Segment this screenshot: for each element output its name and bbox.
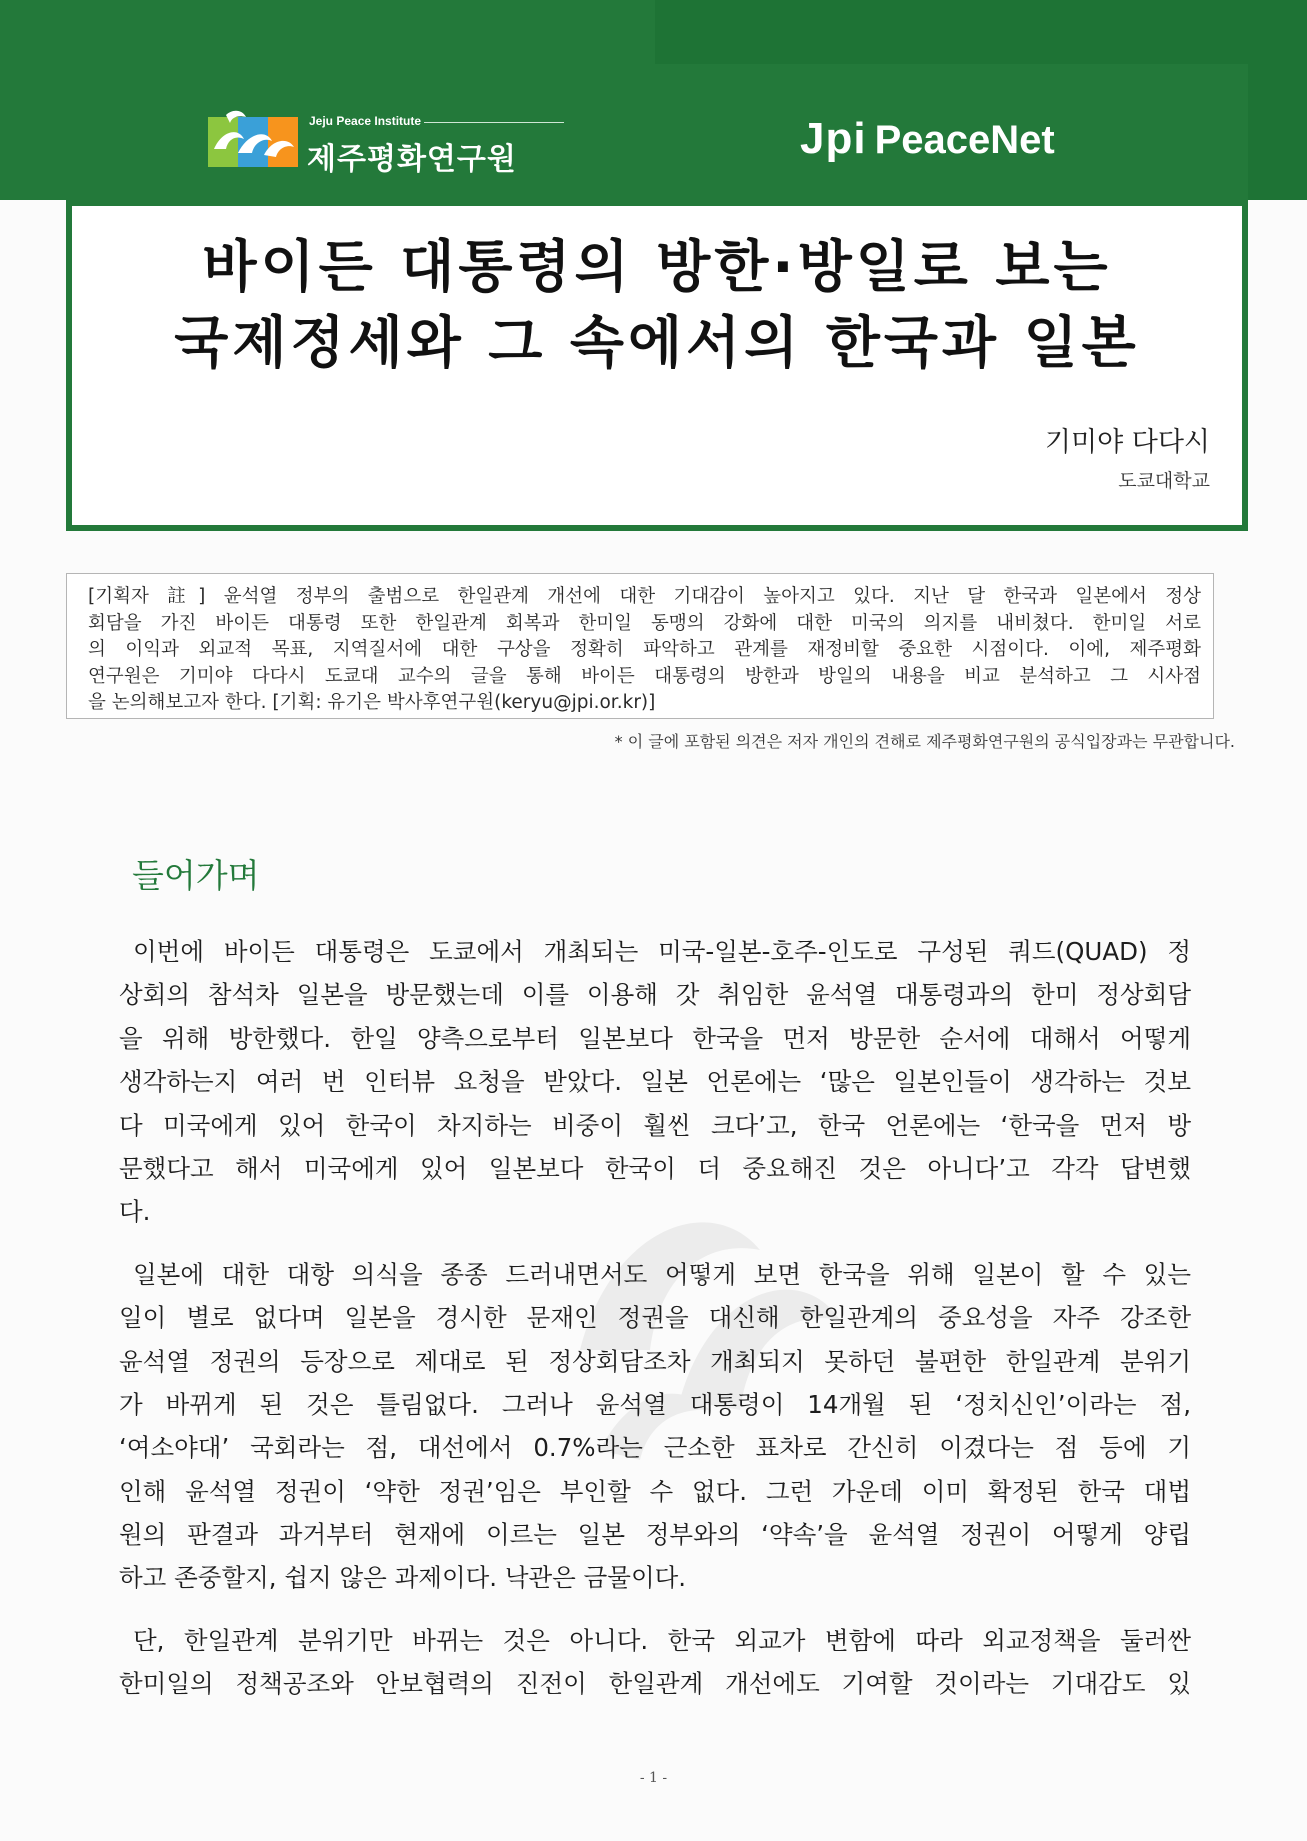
editor-note-line: 을 논의해보고자 한다. [기획: 유기은 박사후연구원(keryu@jpi.or.kr)] bbox=[88, 692, 656, 713]
document-title bbox=[72, 230, 1242, 382]
text-line: 한미일의 정책공조와 안보협력의 진전이 한일관계 개선에도 기여할 것이라는 기대감도 있 bbox=[119, 1669, 1191, 1699]
title-line-1: 바이든 대통령의 방한·방일로 보는 bbox=[202, 235, 1112, 300]
paragraph bbox=[119, 930, 1191, 1234]
text-line: 이번에 바이든 대통령은 도쿄에서 개최되는 미국-일본-호주-인도로 구성된 쿼드(QUAD) 정 bbox=[133, 937, 1191, 966]
author-affiliation: 도쿄대학교 bbox=[1118, 470, 1210, 492]
section-heading: 들어가며 bbox=[132, 856, 260, 895]
disclaimer: * 이 글에 포함된 의견은 저자 개인의 견해로 제주평화연구원의 공식입장과는 무관합니다. bbox=[614, 732, 1235, 751]
logo-divider bbox=[424, 122, 564, 123]
title-frame bbox=[66, 64, 1248, 531]
editor-note-line: [기획자 註] 윤석열 정부의 출범으로 한일관계 개선에 대한 기대감이 높아지고 있다. 지난 달 한국과 일본에서 정상 bbox=[88, 586, 1201, 607]
text-line: 하고 존중할지, 쉽지 않은 과제이다. 낙관은 금물이다. bbox=[119, 1563, 687, 1593]
editor-note-box bbox=[66, 573, 1214, 719]
logo-korean-name: 제주평화연구원 bbox=[307, 142, 517, 177]
paragraph bbox=[119, 1253, 1191, 1600]
text-line: 가 바뀌게 된 것은 틀림없다. 그러나 윤석열 대통령이 14개월 된 ‘정치신인’이라는 점, bbox=[119, 1389, 1191, 1419]
editor-note-line: 의 이익과 외교적 목표, 지역질서에 대한 구상을 정확히 파악하고 관계를 재정비할 중요한 시점이다. 이에, 제주평화 bbox=[88, 639, 1201, 660]
text-line: 일본에 대한 대항 의식을 종종 드러내면서도 어떻게 보면 한국을 위해 일본이 할 수 있는 bbox=[133, 1259, 1191, 1289]
text-line: 단, 한일관계 분위기만 바뀌는 것은 아니다. 한국 외교가 변함에 따라 외교정책을 둘러싼 bbox=[133, 1625, 1191, 1655]
body-text bbox=[119, 930, 1191, 1725]
text-line: 일이 별로 없다며 일본을 경시한 문재인 정권을 대신해 한일관계의 중요성을 자주 강조한 bbox=[119, 1303, 1191, 1333]
frame-header bbox=[72, 70, 1242, 206]
text-line: 을 위해 방한했다. 한일 양측으로부터 일본보다 한국을 먼저 방문한 순서에 대해서 어떻게 bbox=[119, 1023, 1191, 1053]
peacenet-logo bbox=[800, 114, 1055, 170]
text-line: 다. bbox=[119, 1197, 151, 1227]
dove-logo-icon bbox=[208, 109, 298, 171]
text-line: 윤석열 정권의 등장으로 제대로 된 정상회담조차 개최되지 못하던 불편한 한일관계 분위기 bbox=[119, 1346, 1191, 1376]
text-line: 상회의 참석차 일본을 방문했는데 이를 이용해 갓 취임한 윤석열 대통령과의 한미 정상회담 bbox=[119, 980, 1191, 1010]
editor-note-line: 연구원은 기미야 다다시 도쿄대 교수의 글을 통해 바이든 대통령의 방한과 방일의 내용을 비교 분석하고 그 시사점 bbox=[88, 665, 1201, 687]
jeju-peace-institute-logo bbox=[208, 109, 568, 179]
text-line: 원의 판결과 과거부터 현재에 이르는 일본 정부와의 ‘약속’을 윤석열 정권이 어떻게 양립 bbox=[119, 1520, 1191, 1550]
page-number: - 1 - bbox=[639, 1770, 668, 1786]
paragraph bbox=[119, 1619, 1191, 1706]
text-line: 인해 윤석열 정권이 ‘약한 정권’임은 부인할 수 없다. 그런 가운데 이미 확정된 한국 대법 bbox=[119, 1476, 1191, 1506]
text-line: 다 미국에게 있어 한국이 차지하는 비중이 훨씬 크다’고, 한국 언론에는 ‘한국을 먼저 방 bbox=[119, 1110, 1191, 1140]
text-line: ‘여소야대’ 국회라는 점, 대선에서 0.7%라는 근소한 표차로 간신히 이겼다는 점 등에 기 bbox=[119, 1433, 1191, 1463]
logo-english-name: Jeju Peace Institute bbox=[309, 114, 422, 128]
peacenet-wordmark: PeaceNet bbox=[874, 118, 1055, 162]
text-line: 생각하는지 여러 번 인터뷰 요청을 받았다. 일본 언론에는 ‘많은 일본인들이 생각하는 것보 bbox=[119, 1067, 1191, 1097]
jpi-mark: Jpi bbox=[800, 114, 867, 163]
title-line-2: 국제정세와 그 속에서의 한국과 일본 bbox=[174, 311, 1140, 376]
text-line: 문했다고 해서 미국에게 있어 일본보다 한국이 더 중요해진 것은 아니다’고 각각 답변했 bbox=[119, 1153, 1191, 1183]
author-name: 기미야 다다시 bbox=[1044, 427, 1210, 458]
editor-note-line: 회담을 가진 바이든 대통령 또한 한일관계 회복과 한미일 동맹의 강화에 대한 미국의 의지를 내비쳤다. 한미일 서로 bbox=[88, 612, 1201, 634]
